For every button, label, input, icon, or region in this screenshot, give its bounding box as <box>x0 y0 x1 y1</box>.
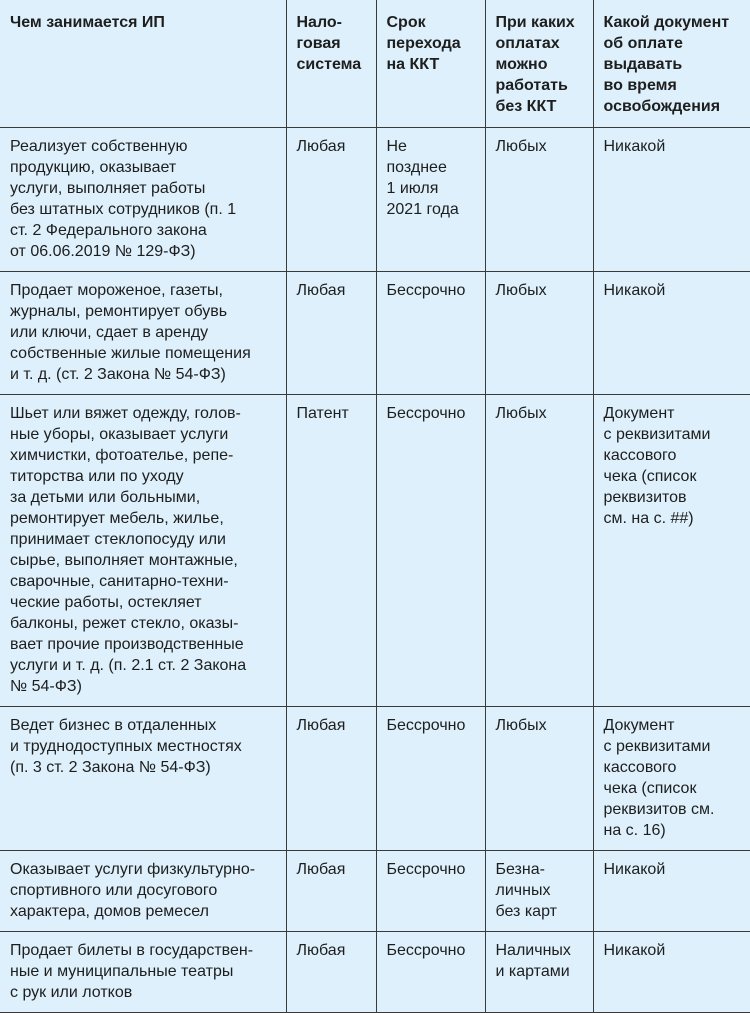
cell-deadline: Бессрочно <box>376 272 485 395</box>
cell-document: Документ с реквизитами кассового чека (список реквизитов см. на с. ##) <box>593 395 750 707</box>
table-row <box>0 707 750 851</box>
cell-tax-system: Любая <box>286 851 376 932</box>
cell-tax-system: Любая <box>286 128 376 272</box>
header-activity: Чем занимается ИП <box>0 0 286 128</box>
header-deadline: Срок перехода на ККТ <box>376 0 485 128</box>
cell-deadline: Бессрочно <box>376 707 485 851</box>
table-row <box>0 395 750 707</box>
cell-tax-system: Любая <box>286 272 376 395</box>
cell-deadline: Бессрочно <box>376 932 485 1013</box>
cell-payments: Любых <box>485 395 593 707</box>
header-payments: При каких оплатах можно работать без ККТ <box>485 0 593 128</box>
cell-document: Никакой <box>593 851 750 932</box>
table-header-row <box>0 0 750 128</box>
header-tax-system: Нало- говая система <box>286 0 376 128</box>
table-row <box>0 272 750 395</box>
header-document: Какой документ об оплате выдавать во время освобождения <box>593 0 750 128</box>
cell-payments: Наличных и картами <box>485 932 593 1013</box>
cell-tax-system: Любая <box>286 707 376 851</box>
cell-document: Никакой <box>593 128 750 272</box>
cell-payments: Любых <box>485 707 593 851</box>
cell-activity: Продает билеты в государствен- ные и муниципальные театры с рук или лотков <box>0 932 286 1013</box>
table-row <box>0 128 750 272</box>
cell-document: Никакой <box>593 932 750 1013</box>
cell-tax-system: Любая <box>286 932 376 1013</box>
cell-deadline: Не позднее 1 июля 2021 года <box>376 128 485 272</box>
table-row <box>0 851 750 932</box>
cell-payments: Любых <box>485 128 593 272</box>
table-row <box>0 932 750 1013</box>
cell-payments: Любых <box>485 272 593 395</box>
cell-activity: Ведет бизнес в отдаленных и труднодоступных местностях (п. 3 ст. 2 Закона № 54-ФЗ) <box>0 707 286 851</box>
cell-activity: Реализует собственную продукцию, оказывает услуги, выполняет работы без штатных сотрудников (п. 1 ст. 2 Федерального закона от 06.06.2019 № 129-ФЗ) <box>0 128 286 272</box>
cell-activity: Шьет или вяжет одежду, голов- ные уборы, оказывает услуги химчистки, фотоателье, репе- титорства или по уходу за детьми или больными, ремонтирует мебель, жилье, принимает стеклопосуду или сырье, выполняет монтажные, сварочные, санитарно-техни- ческие работы, остекляет балконы, режет стекло, оказы- вает прочие производственные услуги и т. д. (п. 2.1 ст. 2 Закона № 54-ФЗ) <box>0 395 286 707</box>
cell-deadline: Бессрочно <box>376 851 485 932</box>
cell-document: Документ с реквизитами кассового чека (список реквизитов см. на с. 16) <box>593 707 750 851</box>
cell-activity: Продает мороженое, газеты, журналы, ремонтирует обувь или ключи, сдает в аренду собственные жилые помещения и т. д. (ст. 2 Закона № 54-ФЗ) <box>0 272 286 395</box>
cell-tax-system: Патент <box>286 395 376 707</box>
cell-document: Никакой <box>593 272 750 395</box>
cell-activity: Оказывает услуги физкультурно- спортивного или досугового характера, домов ремесел <box>0 851 286 932</box>
cell-deadline: Бессрочно <box>376 395 485 707</box>
cell-payments: Безна- личных без карт <box>485 851 593 932</box>
